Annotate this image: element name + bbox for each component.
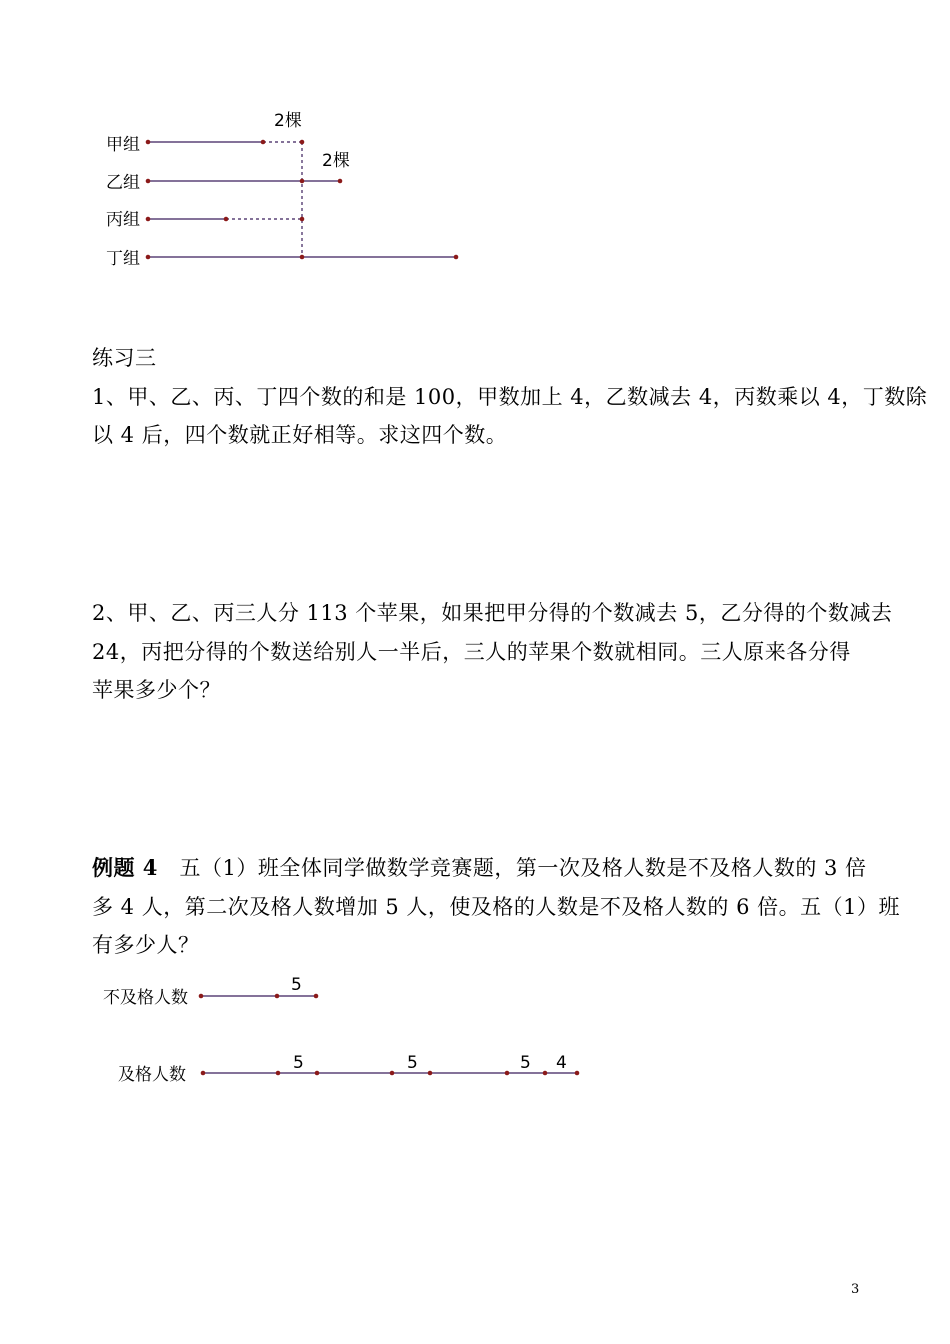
mark-5-pass-1: 5: [293, 1053, 304, 1073]
point: [315, 1071, 320, 1076]
point: [454, 255, 459, 260]
row-label-fail: 不及格人数: [103, 988, 188, 1008]
point: [146, 217, 151, 222]
annotation-2-trees-top: 2棵: [274, 111, 302, 131]
point: [543, 1071, 548, 1076]
mark-5-pass-2: 5: [407, 1053, 418, 1073]
point: [276, 1071, 281, 1076]
point: [300, 140, 305, 145]
example-4-line-2: 多 4 人，第二次及格人数增加 5 人，使及格的人数是不及格人数的 6 倍。五（1）班: [92, 895, 900, 919]
practice-heading: 练习三: [92, 346, 157, 370]
point: [275, 994, 280, 999]
point: [575, 1071, 580, 1076]
point: [146, 140, 151, 145]
row-label-pass: 及格人数: [118, 1065, 186, 1085]
point: [199, 994, 204, 999]
point: [300, 255, 305, 260]
point: [261, 140, 266, 145]
example-4-line-1: [92, 848, 867, 888]
group-line-diagram: [0, 100, 500, 280]
point: [505, 1071, 510, 1076]
row-label-ding: 丁组: [106, 249, 140, 269]
point: [300, 179, 305, 184]
row-label-jia: 甲组: [106, 135, 140, 155]
point: [338, 179, 343, 184]
point: [224, 217, 229, 222]
point: [201, 1071, 206, 1076]
pass-fail-line-diagram: [0, 970, 620, 1090]
question-1-line-2: 以 4 后，四个数就正好相等。求这四个数。: [92, 423, 508, 447]
example-4-text-1: 五（1）班全体同学做数学竞赛题，第一次及格人数是不及格人数的 3 倍: [179, 856, 867, 880]
example-4-line-3: 有多少人？: [92, 933, 200, 957]
page-number: 3: [851, 1282, 860, 1297]
point: [146, 255, 151, 260]
point: [428, 1071, 433, 1076]
question-2-line-2: 24，丙把分得的个数送给别人一半后，三人的苹果个数就相同。三人原来各分得: [92, 640, 851, 664]
question-2-line-1: 2、甲、乙、丙三人分 113 个苹果，如果把甲分得的个数减去 5，乙分得的个数减去: [92, 601, 893, 625]
mark-4-pass: 4: [556, 1053, 567, 1073]
point: [314, 994, 319, 999]
point: [390, 1071, 395, 1076]
point: [146, 179, 151, 184]
question-2-line-3: 苹果多少个？: [92, 678, 221, 702]
mark-5-fail: 5: [291, 975, 302, 995]
row-label-bing: 丙组: [106, 210, 140, 230]
example-4-label: 例题 4: [92, 855, 158, 880]
row-label-yi: 乙组: [106, 173, 140, 193]
point: [300, 217, 305, 222]
question-1-line-1: 1、甲、乙、丙、丁四个数的和是 100，甲数加上 4，乙数减去 4，丙数乘以 4，丁数除: [92, 385, 928, 409]
mark-5-pass-3: 5: [520, 1053, 531, 1073]
annotation-2-trees-mid: 2棵: [322, 151, 350, 171]
